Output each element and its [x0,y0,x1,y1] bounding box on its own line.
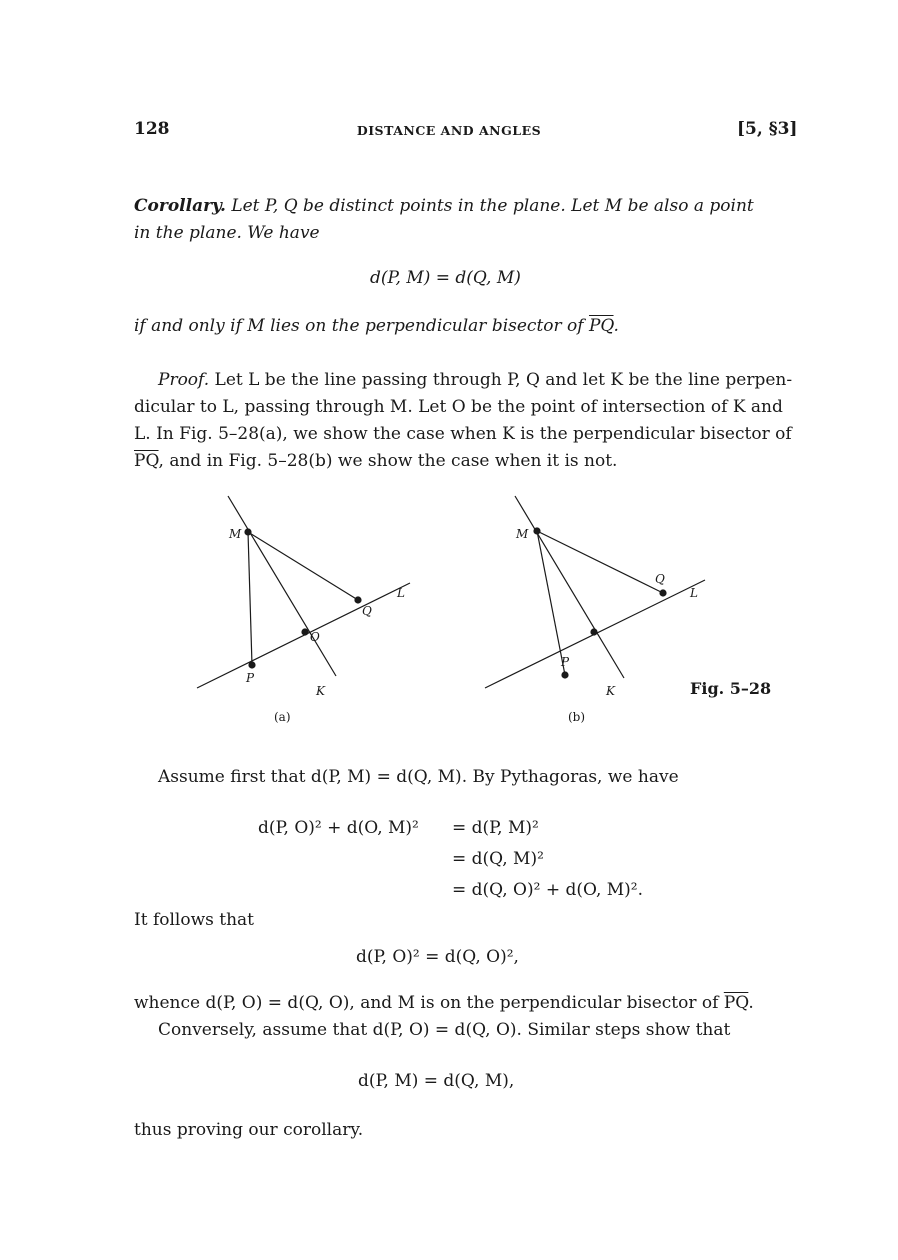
sublabel-b: (b) [568,710,586,724]
condition-text: if and only if M lies on the perpendicular bisector of [134,316,584,336]
corollary-label: Corollary. [134,196,226,216]
label-M-a: M [229,527,242,541]
line-L [197,583,410,688]
point-P [562,672,568,678]
page-number: 128 [134,119,170,139]
whence-end: . [748,993,754,1013]
figure-panel-b [485,496,705,688]
proof-text-4: , and in Fig. 5–28(b) we show the case when it is not. [158,451,618,471]
segment-MQ [248,532,358,600]
eq-4: d(P, O)² = d(Q, O)², [356,947,519,967]
segment-MP [248,532,252,665]
point-O [302,629,308,635]
condition-end: . [613,316,619,336]
conclusion: thus proving our corollary. [134,1120,364,1140]
assume-first: Assume first that d(P, M) = d(Q, M). By Pythagoras, we have [158,767,679,787]
segment-pq: $\overline{PQ}$ [588,316,614,336]
label-K-a: K [316,684,325,698]
label-P-a: P [246,671,255,685]
corollary-display-eq: d(P, M) = d(Q, M) [370,268,521,288]
proof-text-1: Let L be the line passing through P, Q and let K be the line perpen- [214,370,793,390]
segment-MQ [537,531,663,593]
label-M-b: M [516,527,529,541]
point-M [245,529,251,535]
point-Q [660,590,666,596]
proof-line-2: dicular to L, passing through M. Let O be the point of intersection of K and [134,397,783,417]
segment-MP [537,531,565,675]
segment-pq: $\overline{PQ}$ [134,451,159,471]
label-Q-b: Q [655,572,665,586]
segment-pq: $\overline{PQ}$ [723,993,749,1013]
proof-label: Proof. [158,370,210,390]
line-K [228,496,336,676]
figure-caption: Fig. 5–28 [690,679,772,698]
line-K [515,496,624,678]
eq-3-rhs: = d(Q, O)² + d(O, M)². [452,880,644,900]
sublabel-a: (a) [274,710,291,724]
point-M [534,528,540,534]
label-Q-a: Q [362,604,372,618]
it-follows: It follows that [134,910,255,930]
label-L-b: L [690,586,698,600]
eq-2-rhs: = d(Q, M)² [452,849,544,869]
eq-5: d(P, M) = d(Q, M), [358,1071,515,1091]
label-P-b: P [561,655,570,669]
label-O-a: O [310,630,320,644]
eq-1-lhs: d(P, O)² + d(O, M)² [258,818,419,838]
corollary-statement-2: in the plane. We have [134,223,320,243]
corollary-statement-1: Let P, Q be distinct points in the plane. Let M be also a point [231,196,754,216]
point-P [249,662,255,668]
whence-text: whence d(P, O) = d(Q, O), and M is on the perpendicular bisector of [134,993,719,1013]
eq-1-rhs: = d(P, M)² [452,818,539,838]
label-K-b: K [606,684,615,698]
point-Q [355,597,361,603]
figure-panel-a [197,496,410,688]
running-title: DISTANCE AND ANGLES [356,123,542,138]
section-ref: [5, §3] [737,119,798,139]
whence-line [134,990,754,1017]
label-L-a: L [397,586,405,600]
conversely-line: Conversely, assume that d(P, O) = d(Q, O). Similar steps show that [158,1020,731,1040]
point-O [591,629,597,635]
proof-line-3: L. In Fig. 5–28(a), we show the case when K is the perpendicular bisector of [134,424,792,444]
